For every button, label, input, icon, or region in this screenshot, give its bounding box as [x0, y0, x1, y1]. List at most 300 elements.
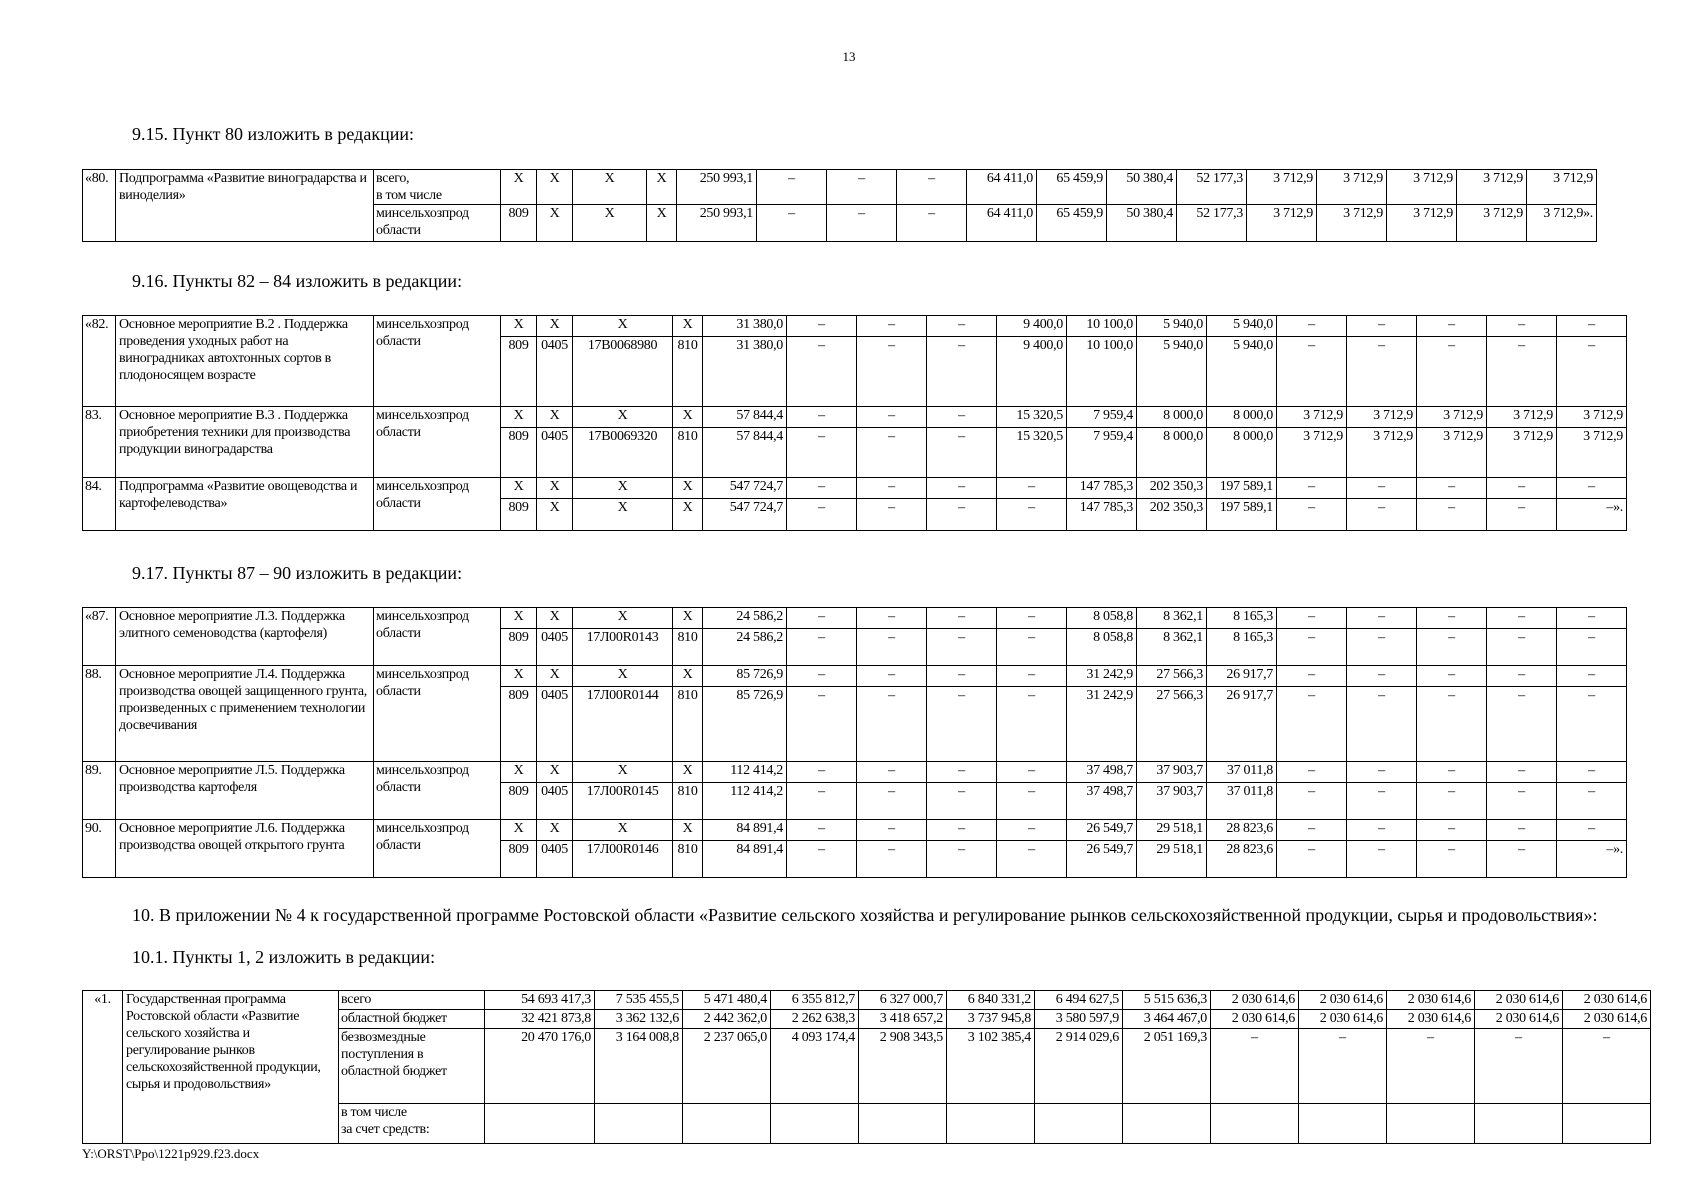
code-cell: Х — [573, 762, 673, 783]
code-cell: 0405 — [537, 629, 573, 666]
year-value-cell: 29 518,1 — [1137, 820, 1207, 841]
year-value-cell: – — [927, 687, 997, 762]
year-value-cell: – — [1211, 1029, 1299, 1104]
heading-9-15: 9.15. Пункт 80 изложить в редакции: — [132, 124, 414, 144]
year-value-cell: – — [787, 687, 857, 762]
year-value-cell: – — [787, 783, 857, 820]
year-value-cell: – — [927, 428, 997, 478]
year-value-cell: 6 494 627,5 — [1035, 991, 1123, 1010]
item-name: Подпрограмма «Развитие виноградарства и виноделия» — [116, 170, 374, 242]
year-value-cell: – — [857, 841, 927, 878]
year-value-cell: 3 362 132,6 — [595, 1010, 683, 1029]
year-value-cell: – — [997, 478, 1067, 499]
year-value-cell — [1387, 1104, 1475, 1144]
code-cell: Х — [573, 820, 673, 841]
item-number: «82. — [83, 316, 116, 407]
year-value-cell: – — [1557, 820, 1627, 841]
total-cell: 85 726,9 — [703, 666, 787, 687]
code-cell: Х — [537, 608, 573, 629]
item-number: 89. — [83, 762, 116, 820]
year-value-cell: – — [857, 478, 927, 499]
table-row — [83, 478, 1698, 499]
year-value-cell: 8 362,1 — [1137, 629, 1207, 666]
code-cell: Х — [501, 608, 537, 629]
year-value-cell: 147 785,3 — [1067, 499, 1137, 531]
year-value-cell: 3 712,9 — [1317, 205, 1387, 242]
year-value-cell: – — [1487, 499, 1557, 531]
year-value-cell: – — [997, 629, 1067, 666]
code-cell: Х — [537, 762, 573, 783]
code-cell: 810 — [673, 841, 703, 878]
year-value-cell: 3 712,9 — [1387, 205, 1457, 242]
code-cell: Х — [673, 762, 703, 783]
total-cell: 24 586,2 — [703, 608, 787, 629]
year-value-cell: 3 712,9 — [1487, 428, 1557, 478]
item-number: 88. — [83, 666, 116, 762]
code-cell: Х — [501, 478, 537, 499]
code-cell: 809 — [501, 428, 537, 478]
year-value-cell: 2 030 614,6 — [1387, 991, 1475, 1010]
year-value-cell: 3 712,9 — [1457, 170, 1527, 205]
year-value-cell: 9 400,0 — [997, 337, 1067, 407]
heading-9-16: 9.16. Пункты 82 – 84 изложить в редакции: — [132, 271, 463, 291]
year-value-cell: 37 011,8 — [1207, 762, 1277, 783]
code-cell: 809 — [501, 687, 537, 762]
item-number: «80. — [83, 170, 116, 242]
year-value-cell: – — [857, 316, 927, 337]
year-value-cell: – — [997, 762, 1067, 783]
year-value-cell: 3 102 385,4 — [947, 1029, 1035, 1104]
year-value-cell: 7 959,4 — [1067, 407, 1137, 428]
year-value-cell: – — [1277, 666, 1347, 687]
year-value-cell: – — [787, 337, 857, 407]
year-value-cell: – — [1557, 762, 1627, 783]
year-value-cell: 32 421 873,8 — [485, 1010, 595, 1029]
year-value-cell: 2 051 169,3 — [1123, 1029, 1211, 1104]
year-value-cell: – — [1277, 687, 1347, 762]
year-value-cell: – — [1277, 337, 1347, 407]
year-value-cell: 52 177,3 — [1177, 205, 1247, 242]
year-value-cell: – — [1417, 820, 1487, 841]
year-value-cell: – — [857, 629, 927, 666]
year-value-cell: 8 000,0 — [1207, 407, 1277, 428]
code-cell: Х — [537, 407, 573, 428]
total-cell: 112 414,2 — [703, 762, 787, 783]
item-number: 84. — [83, 478, 116, 531]
year-value-cell: – — [927, 499, 997, 531]
year-value-cell — [485, 1104, 595, 1144]
code-cell: 0405 — [537, 841, 573, 878]
year-value-cell: 3 712,9 — [1247, 170, 1317, 205]
year-value-cell: – — [1347, 608, 1417, 629]
code-cell: 809 — [501, 499, 537, 531]
year-value-cell: – — [1475, 1029, 1563, 1104]
total-cell: 31 380,0 — [703, 316, 787, 337]
year-value-cell: – — [787, 608, 857, 629]
year-value-cell: – — [787, 666, 857, 687]
item-name: Основное мероприятие В.3 . Поддержка приобретения техники для производства продукции виноградарства — [116, 407, 374, 478]
year-value-cell: 147 785,3 — [1067, 478, 1137, 499]
year-value-cell: 9 400,0 — [997, 316, 1067, 337]
year-value-cell: – — [1487, 608, 1557, 629]
year-value-cell: 10 100,0 — [1067, 316, 1137, 337]
heading-9-17: 9.17. Пункты 87 – 90 изложить в редакции: — [132, 563, 463, 583]
year-value-cell: 6 327 000,7 — [859, 991, 947, 1010]
page-number: 13 — [842, 49, 856, 64]
code-cell: Х — [673, 608, 703, 629]
year-value-cell: 3 712,9 — [1347, 428, 1417, 478]
year-value-cell: – — [927, 762, 997, 783]
year-value-cell: 54 693 417,3 — [485, 991, 595, 1010]
year-value-cell: 2 030 614,6 — [1475, 991, 1563, 1010]
year-value-cell: 26 917,7 — [1207, 666, 1277, 687]
year-value-cell: 2 030 614,6 — [1563, 991, 1651, 1010]
code-cell: 810 — [673, 629, 703, 666]
year-value-cell: 50 380,4 — [1107, 170, 1177, 205]
year-value-cell: – — [1347, 841, 1417, 878]
table-row — [83, 762, 1698, 783]
item-name: Основное мероприятие Л.3. Поддержка элитного семеноводства (картофеля) — [116, 608, 374, 666]
code-cell: 0405 — [537, 687, 573, 762]
year-value-cell: – — [1347, 629, 1417, 666]
year-value-cell: 8 165,3 — [1207, 629, 1277, 666]
year-value-cell: – — [1299, 1029, 1387, 1104]
total-cell: 84 891,4 — [703, 820, 787, 841]
code-cell: Х — [573, 499, 673, 531]
year-value-cell: – — [1347, 783, 1417, 820]
year-value-cell: 3 712,9 — [1387, 170, 1457, 205]
year-value-cell: 6 840 331,2 — [947, 991, 1035, 1010]
year-value-cell: 2 030 614,6 — [1211, 1010, 1299, 1029]
year-value-cell: 31 242,9 — [1067, 666, 1137, 687]
code-cell: Х — [573, 205, 647, 242]
year-value-cell: – — [1417, 608, 1487, 629]
year-value-cell: – — [1277, 608, 1347, 629]
year-value-cell: 202 350,3 — [1137, 478, 1207, 499]
total-cell: 250 993,1 — [677, 205, 757, 242]
total-cell: 57 844,4 — [703, 407, 787, 428]
item-number: 83. — [83, 407, 116, 478]
year-value-cell: 37 498,7 — [1067, 783, 1137, 820]
total-cell: 31 380,0 — [703, 337, 787, 407]
year-value-cell: – — [1347, 666, 1417, 687]
year-value-cell — [1563, 1104, 1651, 1144]
code-cell: 810 — [673, 783, 703, 820]
year-value-cell: 2 030 614,6 — [1211, 991, 1299, 1010]
year-value-cell: 52 177,3 — [1177, 170, 1247, 205]
year-value-cell: 5 940,0 — [1137, 316, 1207, 337]
year-value-cell: 2 262 638,3 — [771, 1010, 859, 1029]
code-cell: Х — [573, 170, 647, 205]
year-value-cell: – — [1277, 783, 1347, 820]
year-value-cell: 3 712,9 — [1277, 428, 1347, 478]
year-value-cell — [771, 1104, 859, 1144]
year-value-cell: – — [1347, 762, 1417, 783]
year-value-cell: – — [787, 428, 857, 478]
year-value-cell: – — [897, 205, 967, 242]
executor-cell: минсельхозпрод области — [374, 666, 501, 762]
year-value-cell: 2 237 065,0 — [683, 1029, 771, 1104]
year-value-cell: 37 498,7 — [1067, 762, 1137, 783]
year-value-cell: – — [857, 762, 927, 783]
year-value-cell: – — [1387, 1029, 1475, 1104]
code-cell: Х — [647, 170, 677, 205]
total-cell: 24 586,2 — [703, 629, 787, 666]
item-name: Основное мероприятие Л.6. Поддержка производства овощей открытого грунта — [116, 820, 374, 878]
year-value-cell: – — [1487, 316, 1557, 337]
year-value-cell: – — [787, 316, 857, 337]
year-value-cell: 202 350,3 — [1137, 499, 1207, 531]
year-value-cell: – — [787, 841, 857, 878]
year-value-cell: – — [857, 337, 927, 407]
year-value-cell: 5 471 480,4 — [683, 991, 771, 1010]
year-value-cell: 3 712,9 — [1487, 407, 1557, 428]
year-value-cell: 3 464 467,0 — [1123, 1010, 1211, 1029]
code-cell: Х — [501, 407, 537, 428]
code-cell: Х — [573, 478, 673, 499]
year-value-cell: – — [1277, 478, 1347, 499]
year-value-cell: – — [1277, 629, 1347, 666]
year-value-cell: – — [857, 687, 927, 762]
table-row — [83, 407, 1698, 428]
year-value-cell: 3 712,9 — [1247, 205, 1317, 242]
year-value-cell: – — [787, 820, 857, 841]
year-value-cell: – — [1487, 337, 1557, 407]
year-value-cell: 27 566,3 — [1137, 666, 1207, 687]
table-row — [83, 608, 1698, 629]
code-cell: 809 — [501, 841, 537, 878]
year-value-cell: 8 000,0 — [1137, 428, 1207, 478]
year-value-cell: – — [997, 499, 1067, 531]
item-name: Государственная программа Ростовской области «Развитие сельского хозяйства и регулирование рынков сельскохозяйственной продукции, сырья и продовольствия» — [123, 991, 339, 1144]
year-value-cell: 28 823,6 — [1207, 841, 1277, 878]
item-name: Основное мероприятие В.2 . Поддержка проведения уходных работ на виноградниках автохтонных сортов в плодоносящем возрасте — [116, 316, 374, 407]
table-row — [83, 316, 1698, 337]
year-value-cell: 3 737 945,8 — [947, 1010, 1035, 1029]
code-cell: Х — [673, 666, 703, 687]
year-value-cell: – — [857, 820, 927, 841]
year-value-cell: 37 011,8 — [1207, 783, 1277, 820]
year-value-cell: 8 165,3 — [1207, 608, 1277, 629]
year-value-cell: – — [897, 170, 967, 205]
year-value-cell: – — [1487, 629, 1557, 666]
year-value-cell — [859, 1104, 947, 1144]
total-cell: 85 726,9 — [703, 687, 787, 762]
year-value-cell: 8 362,1 — [1137, 608, 1207, 629]
code-cell: Х — [501, 316, 537, 337]
year-value-cell: 2 030 614,6 — [1563, 1010, 1651, 1029]
code-cell: Х — [573, 608, 673, 629]
year-value-cell: – — [1417, 762, 1487, 783]
year-value-cell: – — [787, 478, 857, 499]
year-value-cell: 3 712,9 — [1277, 407, 1347, 428]
code-cell: 809 — [501, 337, 537, 407]
year-value-cell: – — [997, 783, 1067, 820]
year-value-cell: – — [927, 316, 997, 337]
year-value-cell: – — [927, 841, 997, 878]
total-cell: 57 844,4 — [703, 428, 787, 478]
year-value-cell: 31 242,9 — [1067, 687, 1137, 762]
year-value-cell: – — [997, 666, 1067, 687]
year-value-cell: 10 100,0 — [1067, 337, 1137, 407]
year-value-cell: 2 908 343,5 — [859, 1029, 947, 1104]
code-cell: Х — [501, 170, 537, 205]
year-value-cell: – — [1277, 499, 1347, 531]
year-value-cell: 3 712,9 — [1317, 170, 1387, 205]
year-value-cell: – — [787, 762, 857, 783]
year-value-cell: – — [757, 205, 827, 242]
code-cell: 810 — [673, 687, 703, 762]
year-value-cell: – — [1277, 841, 1347, 878]
code-cell: Х — [537, 820, 573, 841]
code-cell: 810 — [673, 337, 703, 407]
table-row — [83, 820, 1698, 841]
code-cell: Х — [501, 820, 537, 841]
section-10-paragraph: 10. В приложении № 4 к государственной программе Ростовской области «Развитие сельского хозяйства и регулирование рынков сельскохозяйственной продукции, сырья и продовольствия»: — [132, 905, 1598, 925]
funding-source-cell: всего — [339, 991, 485, 1010]
year-value-cell: 3 580 597,9 — [1035, 1010, 1123, 1029]
funding-source-cell: безвозмездные поступления в областной бюджет — [339, 1029, 485, 1104]
code-cell: 809 — [501, 783, 537, 820]
year-value-cell: – — [997, 687, 1067, 762]
year-value-cell: 3 712,9 — [1417, 407, 1487, 428]
year-value-cell: 3 712,9 — [1347, 407, 1417, 428]
year-value-cell — [1299, 1104, 1387, 1144]
year-value-cell — [1475, 1104, 1563, 1144]
year-value-cell: – — [1347, 337, 1417, 407]
year-value-cell: – — [1417, 687, 1487, 762]
year-value-cell: – — [1487, 841, 1557, 878]
year-value-cell: 3 712,9 — [1557, 407, 1627, 428]
total-cell: 547 724,7 — [703, 478, 787, 499]
year-value-cell: 3 164 008,8 — [595, 1029, 683, 1104]
year-value-cell: – — [857, 783, 927, 820]
code-cell: 17Л00R0143 — [573, 629, 673, 666]
code-cell: Х — [537, 478, 573, 499]
code-cell: Х — [573, 316, 673, 337]
code-cell: Х — [573, 407, 673, 428]
year-value-cell — [1035, 1104, 1123, 1144]
year-value-cell: 26 917,7 — [1207, 687, 1277, 762]
year-value-cell: – — [1417, 316, 1487, 337]
total-cell: 84 891,4 — [703, 841, 787, 878]
code-cell: 17Л00R0146 — [573, 841, 673, 878]
year-value-cell: – — [1277, 820, 1347, 841]
code-cell: Х — [673, 499, 703, 531]
code-cell: Х — [537, 666, 573, 687]
year-value-cell: 5 940,0 — [1207, 316, 1277, 337]
year-value-cell: 2 030 614,6 — [1387, 1010, 1475, 1029]
year-value-cell — [1123, 1104, 1211, 1144]
year-value-cell: – — [1487, 762, 1557, 783]
year-value-cell: 37 903,7 — [1137, 762, 1207, 783]
year-value-cell: – — [927, 478, 997, 499]
year-value-cell: 2 442 362,0 — [683, 1010, 771, 1029]
year-value-cell: 20 470 176,0 — [485, 1029, 595, 1104]
code-cell: 0405 — [537, 337, 573, 407]
code-cell: 0405 — [537, 428, 573, 478]
year-value-cell: 29 518,1 — [1137, 841, 1207, 878]
table-items-82-84 — [82, 315, 1698, 531]
year-value-cell: 37 903,7 — [1137, 783, 1207, 820]
year-value-cell: – — [1277, 316, 1347, 337]
year-value-cell: – — [1557, 687, 1627, 762]
year-value-cell: – — [1417, 783, 1487, 820]
item-number: «87. — [83, 608, 116, 666]
year-value-cell: 15 320,5 — [997, 428, 1067, 478]
code-cell: Х — [537, 316, 573, 337]
code-cell: Х — [647, 205, 677, 242]
year-value-cell: 7 959,4 — [1067, 428, 1137, 478]
year-value-cell: – — [1277, 762, 1347, 783]
code-cell: Х — [573, 666, 673, 687]
year-value-cell: – — [1417, 629, 1487, 666]
year-value-cell: – — [857, 499, 927, 531]
year-value-cell: 15 320,5 — [997, 407, 1067, 428]
year-value-cell: – — [927, 666, 997, 687]
year-value-cell: 26 549,7 — [1067, 820, 1137, 841]
funding-source-cell: в том числе за счет средств: — [339, 1104, 485, 1144]
executor-cell: минсельхозпрод области — [374, 478, 501, 531]
table-row — [83, 991, 1651, 1010]
year-value-cell: – — [1557, 783, 1627, 820]
year-value-cell: 2 030 614,6 — [1475, 1010, 1563, 1029]
year-value-cell: – — [1487, 820, 1557, 841]
year-value-cell: – — [857, 428, 927, 478]
year-value-cell: 64 411,0 — [967, 205, 1037, 242]
table-row — [83, 666, 1698, 687]
executor-cell: минсельхозпрод области — [374, 820, 501, 878]
year-value-cell: – — [997, 820, 1067, 841]
year-value-cell: – — [757, 170, 827, 205]
funding-source-cell: областной бюджет — [339, 1010, 485, 1029]
year-value-cell — [947, 1104, 1035, 1144]
year-value-cell: – — [1557, 478, 1627, 499]
year-value-cell: 8 058,8 — [1067, 608, 1137, 629]
code-cell: 17В0069320 — [573, 428, 673, 478]
code-cell: Х — [673, 407, 703, 428]
year-value-cell — [683, 1104, 771, 1144]
year-value-cell: 8 000,0 — [1207, 428, 1277, 478]
table-row — [83, 170, 1671, 205]
code-cell: Х — [501, 762, 537, 783]
table-item-80 — [82, 169, 1671, 242]
executor-cell: минсельхозпрод области — [374, 205, 501, 242]
code-cell: 0405 — [537, 783, 573, 820]
year-value-cell: – — [927, 608, 997, 629]
executor-cell: минсельхозпрод области — [374, 608, 501, 666]
year-value-cell: 197 589,1 — [1207, 478, 1277, 499]
year-value-cell: 197 589,1 — [1207, 499, 1277, 531]
year-value-cell: – — [927, 629, 997, 666]
year-value-cell: 2 914 029,6 — [1035, 1029, 1123, 1104]
year-value-cell: 5 515 636,3 — [1123, 991, 1211, 1010]
year-value-cell: 5 940,0 — [1207, 337, 1277, 407]
executor-cell: всего, в том числе — [374, 170, 501, 205]
year-value-cell — [595, 1104, 683, 1144]
code-cell: Х — [673, 820, 703, 841]
year-value-cell: – — [857, 666, 927, 687]
year-value-cell: – — [1347, 499, 1417, 531]
year-value-cell: 8 058,8 — [1067, 629, 1137, 666]
code-cell: Х — [537, 205, 573, 242]
year-value-cell: – — [1417, 841, 1487, 878]
year-value-cell: – — [1417, 666, 1487, 687]
year-value-cell: 5 940,0 — [1137, 337, 1207, 407]
year-value-cell: 7 535 455,5 — [595, 991, 683, 1010]
item-number: 90. — [83, 820, 116, 878]
year-value-cell: – — [997, 608, 1067, 629]
